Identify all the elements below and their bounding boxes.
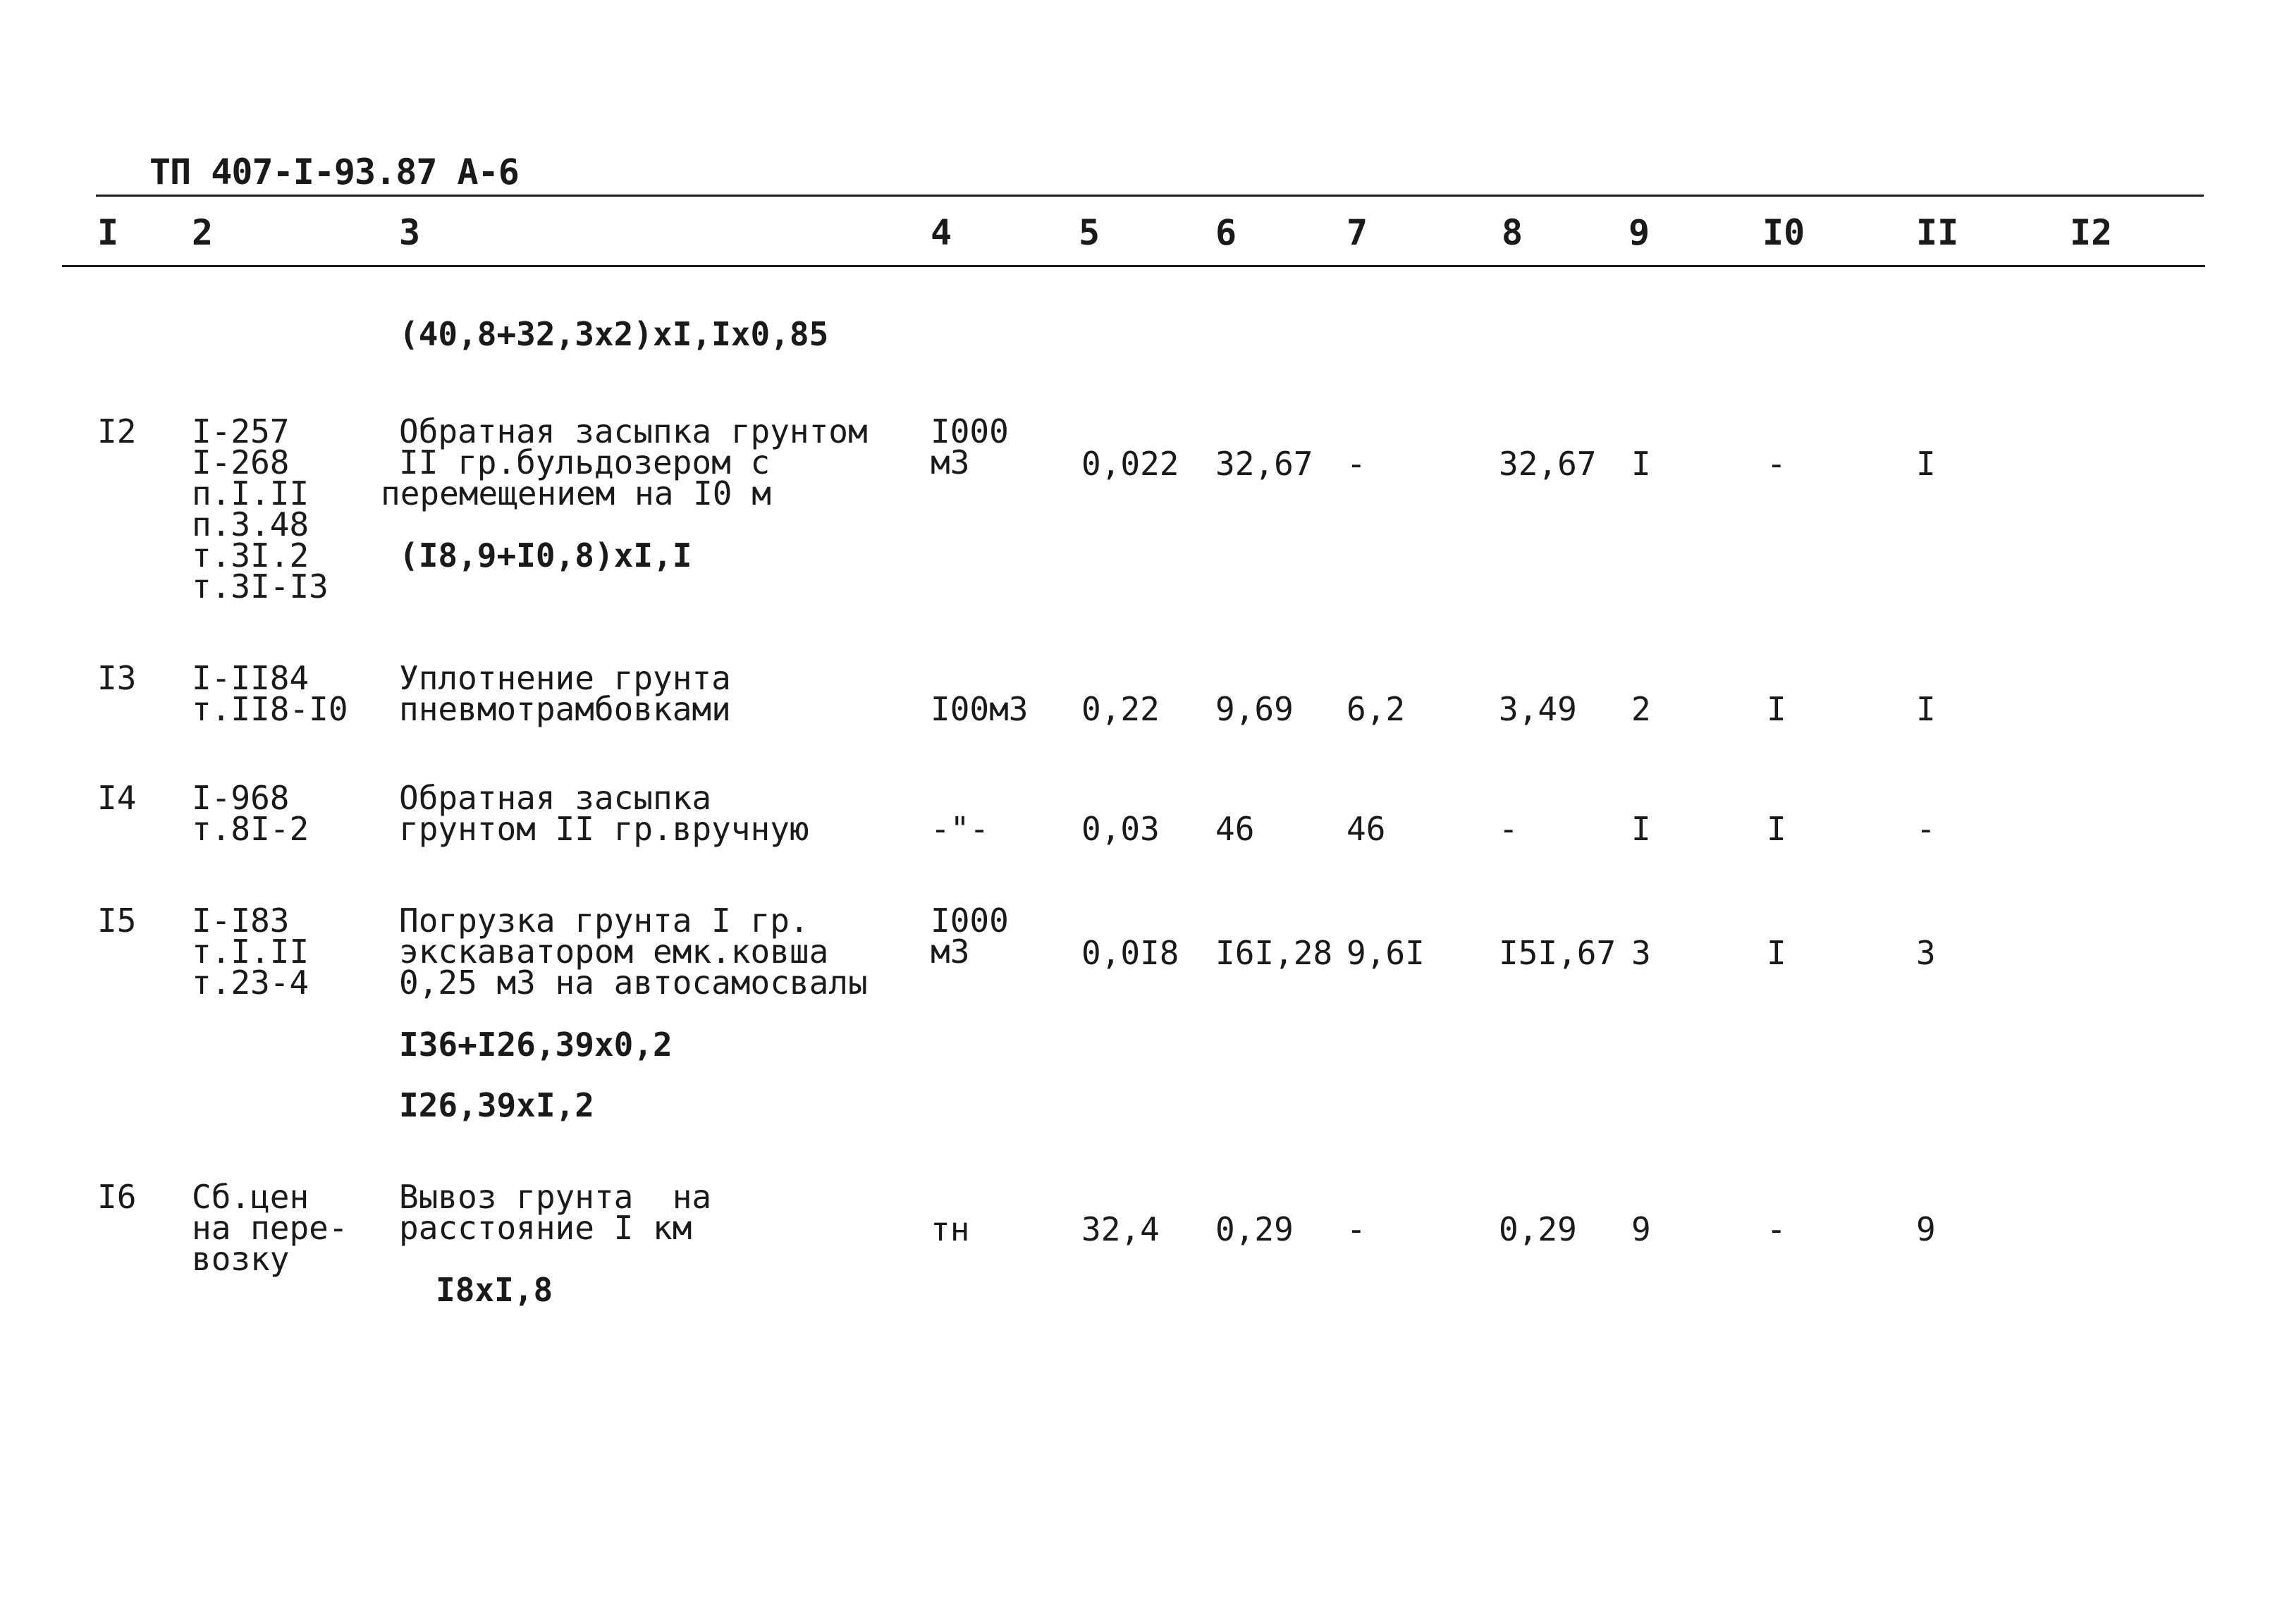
description-line: экскаватором емк.ковша [399,933,829,971]
col8-cell: 0,29 [1499,1210,1577,1248]
col6-cell: 9,69 [1215,690,1294,728]
description-line: Обратная засыпка грунтом [399,412,868,450]
description-line: грунтом II гр.вручную [399,810,809,848]
column-header-7: 7 [1346,212,1368,253]
column-header-12: I2 [2070,212,2113,253]
code-line: т.II8-I0 [192,690,348,728]
column-header-3: 3 [399,212,421,253]
unit-line: I000 [931,902,1009,940]
column-header-2: 2 [192,212,214,253]
col11-cell: - [1916,810,1936,848]
description-line: II гр.бульдозером с [399,443,771,481]
description-line: Вывоз грунта на [399,1178,712,1216]
description-line: перемещением на I0 м [381,474,771,512]
code-line: т.23-4 [192,964,309,1002]
top-rule [96,195,2204,197]
col6-cell: 32,67 [1215,445,1313,483]
code-line: I-257 [192,412,290,450]
header-rule [62,265,2205,267]
column-header-5: 5 [1079,212,1100,253]
description-line: расстояние I км [399,1209,692,1247]
column-header-11: II [1916,212,1959,253]
col7-cell: - [1346,1210,1366,1248]
document-code: ТП 407-I-93.87 А-6 [149,152,519,192]
description-line: 0,25 м3 на автосамосвалы [399,964,868,1002]
col8-cell: 32,67 [1499,445,1597,483]
col8-cell: 3,49 [1499,690,1577,728]
quantity-cell: 0,03 [1081,810,1160,848]
col11-cell: 3 [1916,934,1936,972]
unit-line: тн [931,1210,970,1248]
column-header-1: I [97,212,119,253]
description-line: пневмотрамбовками [399,690,731,728]
code-line: I-I83 [192,902,290,940]
col10-cell: - [1767,1210,1786,1248]
formula: I8xI,8 [436,1271,553,1309]
column-header-8: 8 [1502,212,1523,253]
row-number: I3 [97,659,137,697]
description-line: Уплотнение грунта [399,659,731,697]
col7-cell: 9,6I [1346,934,1425,972]
row-number: I5 [97,902,137,940]
column-header-6: 6 [1215,212,1237,253]
col8-cell: I5I,67 [1499,934,1617,972]
col6-cell: 0,29 [1215,1210,1294,1248]
code-line: п.I.II [192,474,309,512]
code-line: т.3I.2 [192,536,309,574]
col9-cell: 2 [1631,690,1651,728]
unit-line: I000 [931,412,1009,450]
code-line: Сб.цен [192,1178,309,1216]
col10-cell: I [1767,810,1786,848]
formula: (I8,9+I0,8)xI,I [399,536,692,574]
col7-cell: 6,2 [1346,690,1406,728]
col10-cell: I [1767,690,1786,728]
description-line: Погрузка грунта I гр. [399,902,809,940]
code-line: п.3.48 [192,505,309,543]
code-line: возку [192,1240,290,1278]
column-header-4: 4 [931,212,952,253]
unit-line: м3 [931,933,970,971]
unit-line: I00м3 [931,690,1029,728]
col10-cell: I [1767,934,1786,972]
row-number: I4 [97,779,137,817]
col7-cell: 46 [1346,810,1386,848]
continuation-formula: (40,8+32,3x2)xI,Ix0,85 [399,315,829,353]
code-line: т.8I-2 [192,810,309,848]
code-line: I-II84 [192,659,309,697]
code-line: I-268 [192,443,290,481]
formula: I26,39xI,2 [399,1086,594,1124]
code-line: на пере- [192,1209,348,1247]
col9-cell: I [1631,445,1651,483]
col10-cell: - [1767,445,1786,483]
col7-cell: - [1346,445,1366,483]
quantity-cell: 0,22 [1081,690,1160,728]
row-number: I6 [97,1178,137,1216]
unit-line: м3 [931,443,970,481]
code-line: т.I.II [192,933,309,971]
col6-cell: 46 [1215,810,1255,848]
quantity-cell: 32,4 [1081,1210,1160,1248]
col11-cell: 9 [1916,1210,1936,1248]
col6-cell: I6I,28 [1215,934,1333,972]
description-line: Обратная засыпка [399,779,712,817]
code-line: т.3I-I3 [192,567,329,605]
col8-cell: - [1499,810,1519,848]
formula: I36+I26,39x0,2 [399,1026,673,1064]
col11-cell: I [1916,445,1936,483]
code-line: I-968 [192,779,290,817]
quantity-cell: 0,0I8 [1081,934,1179,972]
column-header-9: 9 [1628,212,1650,253]
col11-cell: I [1916,690,1936,728]
col9-cell: 3 [1631,934,1651,972]
unit-line: -"- [931,810,990,848]
row-number: I2 [97,412,137,450]
column-header-10: I0 [1762,212,1805,253]
col9-cell: 9 [1631,1210,1651,1248]
quantity-cell: 0,022 [1081,445,1179,483]
col9-cell: I [1631,810,1651,848]
